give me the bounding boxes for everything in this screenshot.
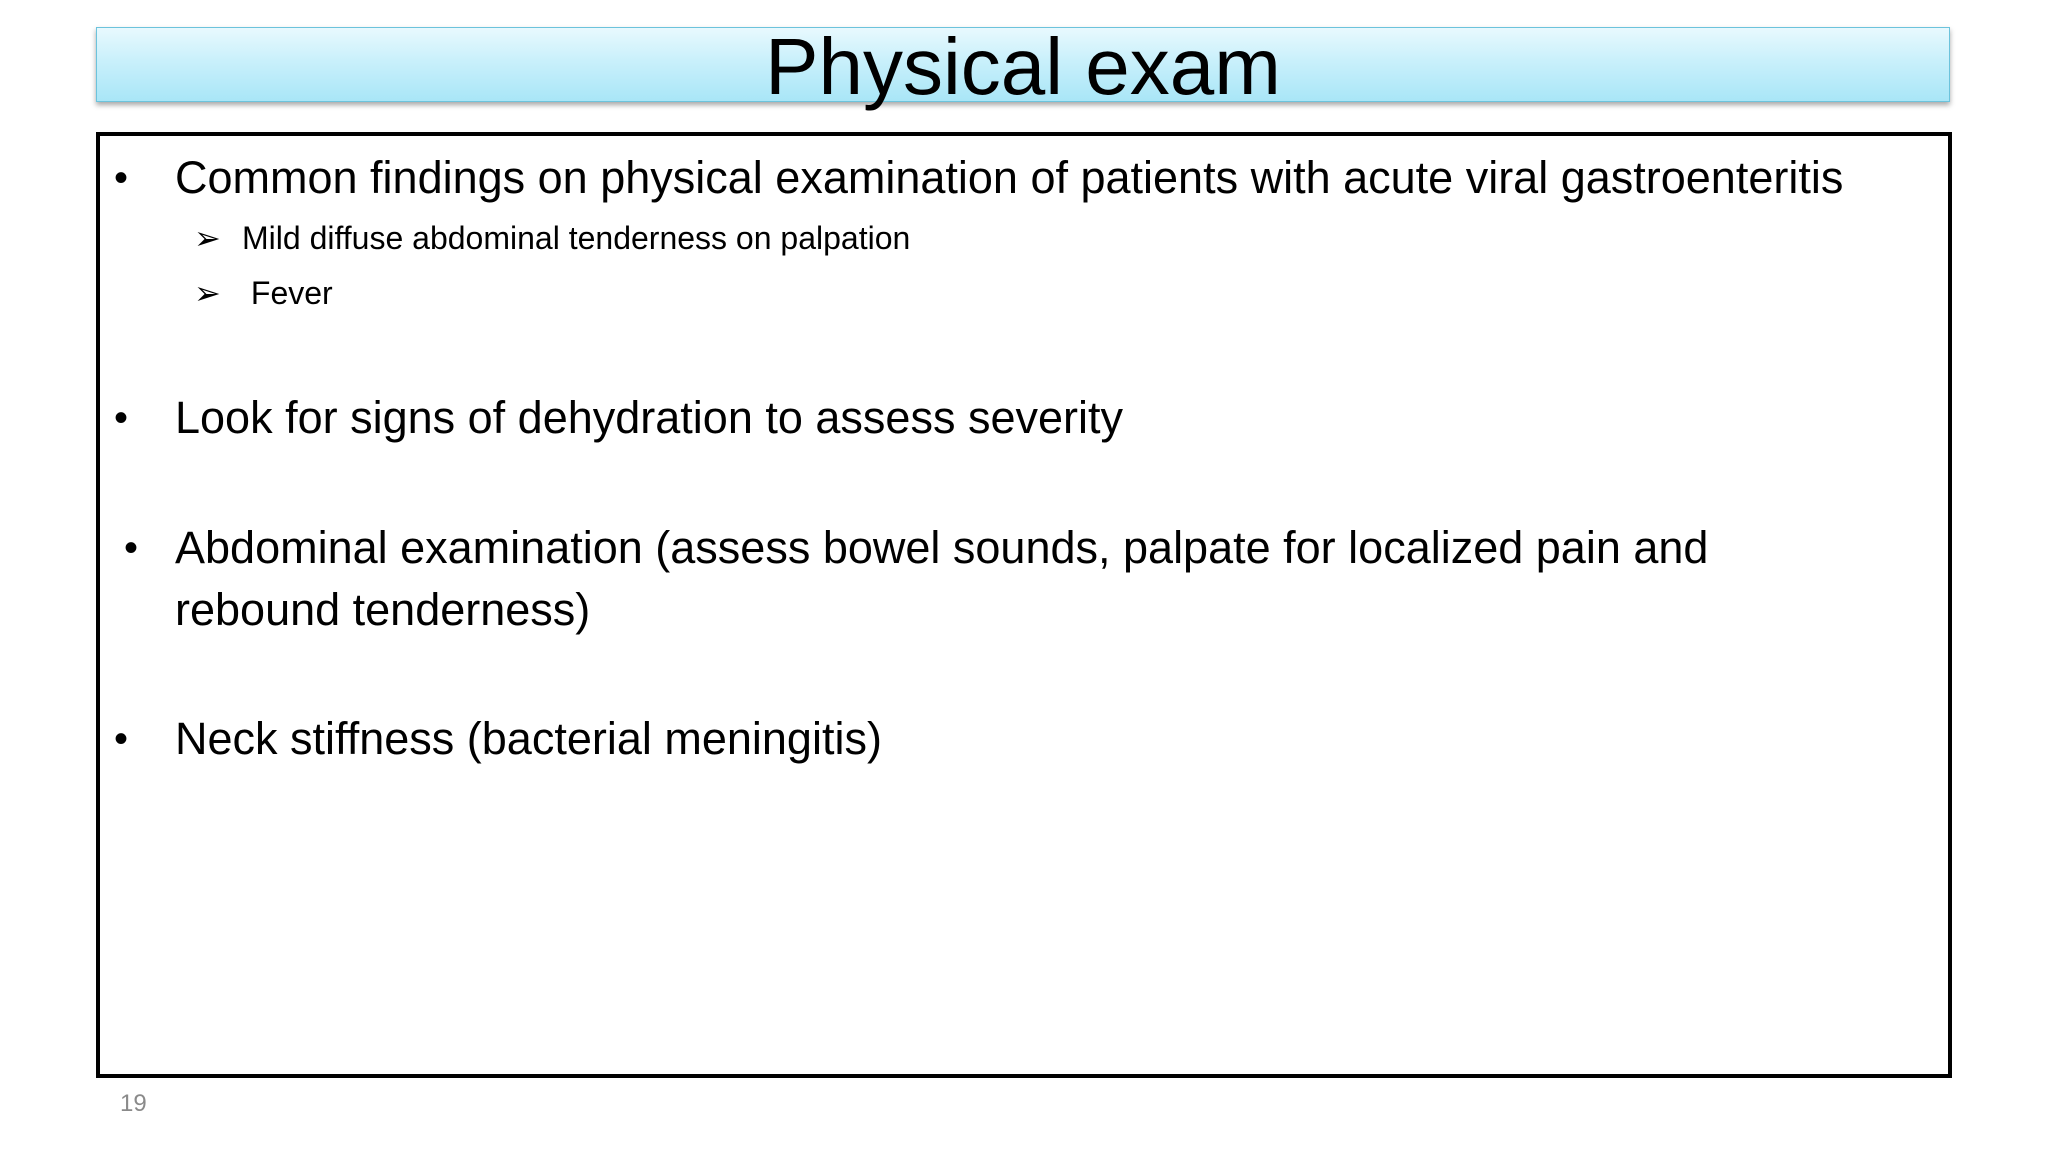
title-bar <box>96 22 1950 111</box>
page-number: 19 <box>120 1090 147 1117</box>
bullet-text: Common findings on physical examination of patients with acute viral gastroenteritis <box>175 152 1844 203</box>
slide-title: Physical exam <box>765 22 1281 111</box>
bullet-marker: • <box>114 717 129 761</box>
arrow-bullet-icon: ➢ <box>194 220 221 256</box>
bullet-marker: • <box>114 396 129 440</box>
bullet-marker: • <box>114 156 129 200</box>
sub-item-text: Fever <box>242 275 333 311</box>
bullet-text: Neck stiffness (bacterial meningitis) <box>175 713 882 764</box>
bullet-text: Abdominal examination (assess bowel sounds, palpate for localized pain and rebound tenderness) <box>175 522 1709 635</box>
bullet-marker: • <box>124 526 139 570</box>
arrow-bullet-icon: ➢ <box>194 275 221 311</box>
bullet-text: Look for signs of dehydration to assess severity <box>175 392 1123 443</box>
sub-item-text: Mild diffuse abdominal tenderness on palpation <box>242 220 911 256</box>
content-box <box>96 132 1952 1078</box>
